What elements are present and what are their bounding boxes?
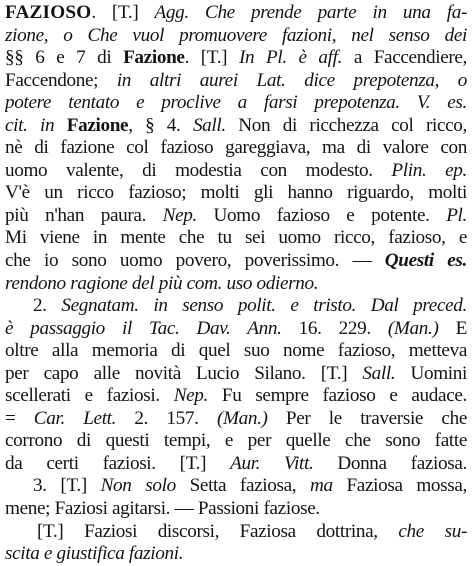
entry-text: 16. 229. bbox=[281, 317, 388, 339]
entry-line bbox=[5, 408, 467, 431]
entry-text: nè di fazione col fazioso gareggiava, ma di valore con bbox=[5, 137, 467, 159]
entry-text: Car. Lett. bbox=[33, 407, 117, 429]
entry-text: che su- bbox=[398, 520, 467, 542]
entry-text: . [T.] bbox=[184, 47, 239, 69]
entry-line bbox=[5, 25, 467, 48]
entry-text: , § 4. bbox=[128, 114, 193, 136]
entry-text: (Man.) bbox=[216, 407, 268, 429]
entry-text: zione, o Che vuol promuovere fazioni, nel senso dei bbox=[5, 24, 467, 46]
entry-text: 3. [T.] bbox=[33, 475, 101, 497]
entry-text: Nep. bbox=[162, 204, 197, 226]
entry-text: Donna faziosa. bbox=[313, 452, 467, 474]
entry-text: 2. bbox=[33, 295, 62, 317]
entry-line bbox=[5, 160, 467, 183]
entry-text: corrono di questi tempi, e per quelle che sono fatte bbox=[5, 430, 467, 452]
entry-text: Nep. bbox=[173, 385, 208, 407]
entry-line bbox=[5, 182, 467, 205]
entry-line bbox=[5, 137, 467, 160]
entry-text: Pl. bbox=[446, 204, 467, 226]
entry-text: Faccendone; bbox=[5, 69, 117, 91]
entry-text: ma bbox=[309, 475, 333, 497]
entry-line bbox=[5, 363, 467, 386]
entry-text: è passaggio il Tac. Dav. Ann. bbox=[5, 317, 282, 339]
dictionary-entry bbox=[5, 2, 467, 566]
entry-text: Per le traversie che bbox=[267, 407, 467, 429]
entry-text: oltre alla memoria di quel suo nome fazioso, metteva bbox=[5, 340, 467, 362]
entry-text: Questi es. bbox=[384, 250, 467, 272]
entry-text: E bbox=[438, 317, 467, 339]
entry-line bbox=[5, 92, 467, 115]
entry-line bbox=[5, 70, 467, 93]
entry-text: in altri aurei Lat. dice prepotenza, o bbox=[116, 69, 467, 91]
entry-line bbox=[5, 250, 467, 273]
entry-text: Fazione bbox=[123, 47, 185, 69]
entry-text: Non di ricchezza col ricco, bbox=[225, 114, 467, 136]
entry-line bbox=[5, 318, 467, 341]
entry-text: potere tentato e proclive a farsi prepotenza. V. es. bbox=[5, 92, 467, 114]
entry-text: V'è un ricco fazioso; molti gli hanno riguardo, molti bbox=[5, 182, 467, 204]
entry-line bbox=[5, 430, 467, 453]
entry-text: che io sono uomo povero, poverissimo. — bbox=[5, 250, 385, 272]
entry-line bbox=[5, 475, 467, 498]
entry-text: Setta faziosa, bbox=[175, 475, 310, 497]
entry-text: mene; Faziosi agitarsi. — Passioni faziose. bbox=[5, 498, 320, 520]
entry-text: §§ 6 e 7 di bbox=[5, 47, 124, 69]
entry-text: [T.] Faziosi discorsi, Faziosa dottrina, bbox=[37, 520, 399, 542]
entry-text: Faziosa mossa, bbox=[332, 475, 467, 497]
entry-text: Fazione bbox=[66, 114, 129, 136]
entry-text: da certi faziosi. [T.] bbox=[5, 452, 231, 474]
entry-text: . [T.] bbox=[91, 2, 155, 23]
entry-text: Aur. Vitt. bbox=[230, 452, 314, 474]
entry-text: per capo alle novità Lucio Silano. [T.] bbox=[5, 362, 363, 384]
entry-line bbox=[5, 47, 467, 70]
entry-text: Uomo fazioso e potente. bbox=[196, 204, 447, 226]
entry-text: uomo valente, di modestia con modesto. bbox=[5, 159, 392, 181]
entry-text: rendono ragione del più com. uso odierno. bbox=[5, 272, 319, 294]
entry-text: Agg. Che prende parte in una fa- bbox=[154, 2, 467, 23]
entry-text: = bbox=[5, 407, 34, 429]
entry-text: a Faccendiere, bbox=[342, 47, 467, 69]
entry-line bbox=[5, 543, 467, 566]
entry-text: più n'han paura. bbox=[5, 204, 163, 226]
headword: FAZIOSO bbox=[5, 2, 92, 23]
entry-line bbox=[5, 273, 467, 296]
entry-text: Non solo bbox=[100, 475, 176, 497]
entry-text: Plin. ep. bbox=[391, 159, 467, 181]
entry-text: scita e giustifica fazioni. bbox=[5, 543, 184, 565]
entry-text: scellerati e faziosi. bbox=[5, 385, 174, 407]
entry-text: Sall. bbox=[192, 114, 226, 136]
entry-line bbox=[5, 2, 467, 25]
entry-line bbox=[5, 385, 467, 408]
entry-line bbox=[5, 227, 467, 250]
entry-text: Sall. bbox=[362, 362, 396, 384]
entry-line bbox=[5, 453, 467, 476]
entry-text: Mi viene in mente che tu sei uomo ricco, fazioso, e bbox=[5, 227, 467, 249]
entry-line bbox=[5, 115, 467, 138]
entry-line bbox=[5, 521, 467, 544]
entry-text: Uomini bbox=[395, 362, 467, 384]
entry-text: Segnatam. in senso polit. e tristo. Dal preced. bbox=[61, 295, 467, 317]
entry-text: Fu sempre fazioso e audace. bbox=[208, 385, 467, 407]
entry-line bbox=[5, 498, 467, 521]
entry-line bbox=[5, 340, 467, 363]
entry-line bbox=[5, 205, 467, 228]
entry-line bbox=[5, 295, 467, 318]
entry-text: In Pl. è aff. bbox=[238, 47, 343, 69]
entry-text: cit. in bbox=[5, 114, 67, 136]
entry-text: 2. 157. bbox=[116, 407, 217, 429]
entry-text: (Man.) bbox=[387, 317, 439, 339]
